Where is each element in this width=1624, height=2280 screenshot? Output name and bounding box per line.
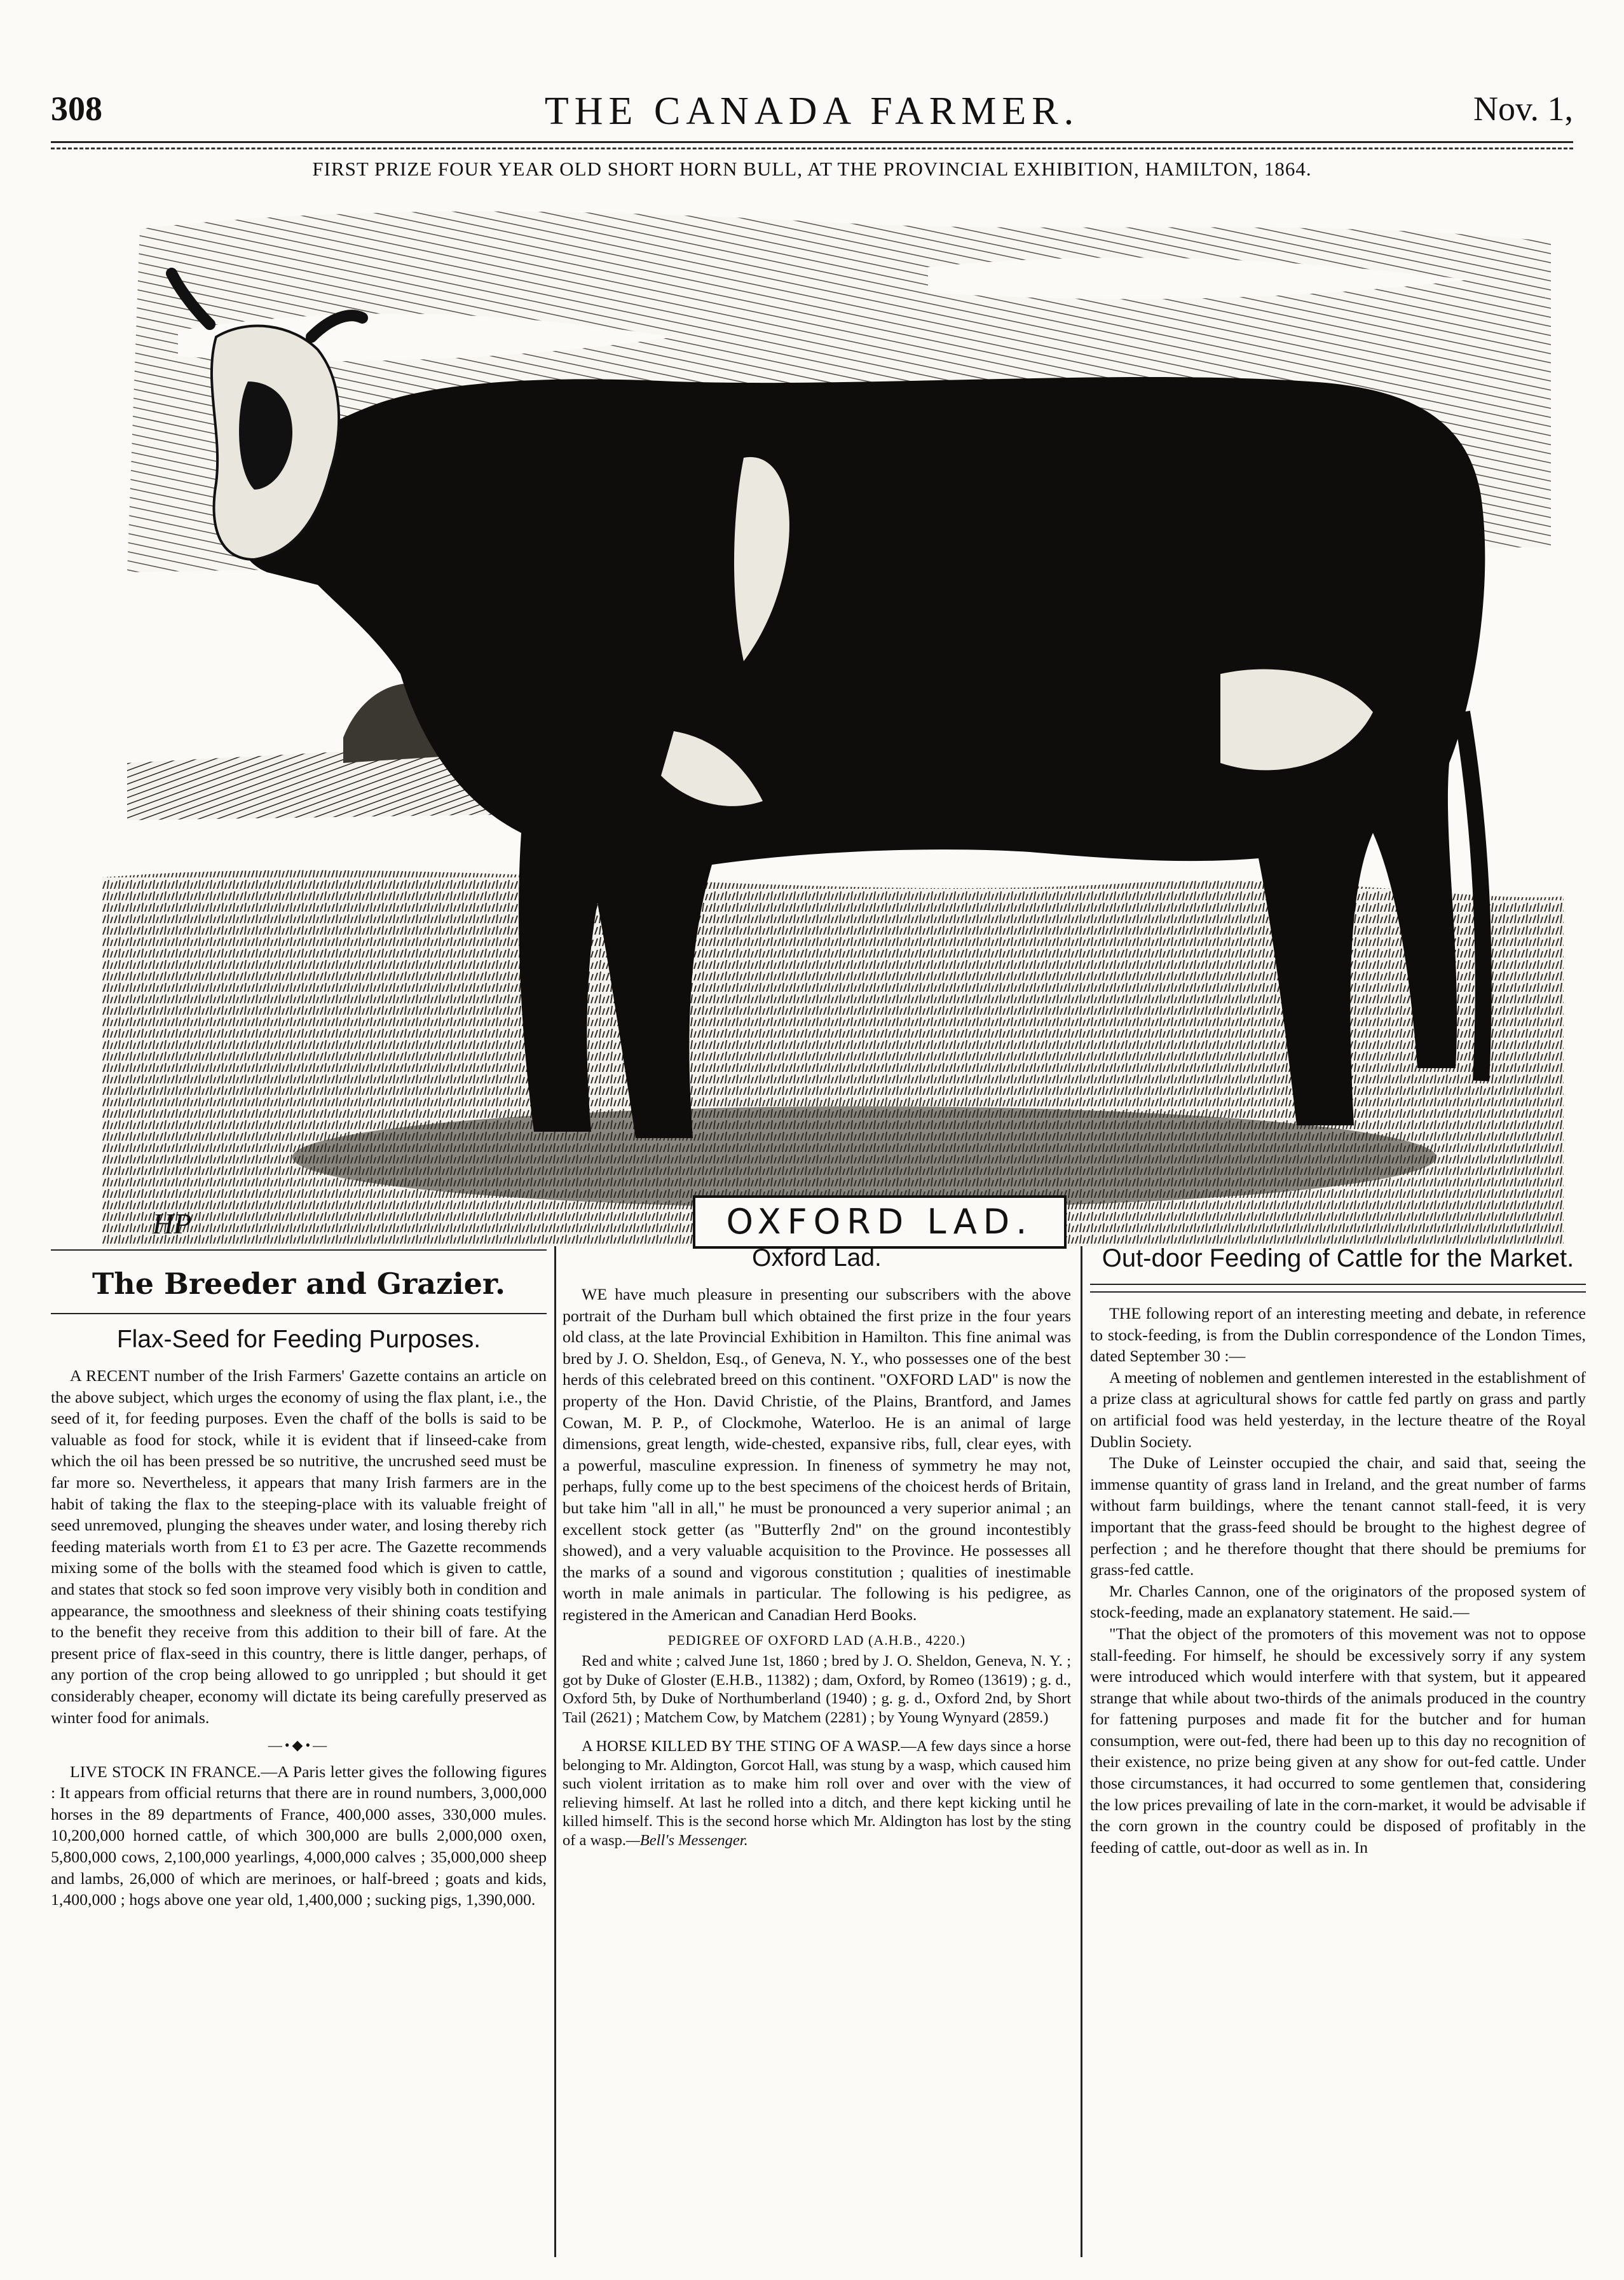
name-plate: OXFORD LAD. [693, 1195, 1067, 1249]
section-rule-bottom [51, 1313, 547, 1314]
engraving-caption: FIRST PRIZE FOUR YEAR OLD SHORT HORN BULL, AT THE PROVINCIAL EXHIBITION, HAMILTON, 1864. [312, 158, 1312, 180]
article-source-wasp: —Bell's Messenger. [626, 1831, 748, 1849]
page-header [51, 89, 1573, 146]
article-title-flax: Flax-Seed for Feeding Purposes. [116, 1326, 481, 1353]
paragraph-2: A meeting of noblemen and gentlemen interested in the establishment of a prize class at agricultural shows for cattle fed partly on grass and partly on artificial food was held yesterday, in the lecture theatre of the Royal Dublin Society. [1090, 1368, 1586, 1451]
column-rule-1 [554, 1246, 556, 2257]
article-live-stock [51, 1761, 547, 1911]
divider-ornament: —•◆•— [268, 1737, 330, 1754]
article-lead-wasp: A HORSE KILLED BY THE STING OF A WASP. [582, 1738, 901, 1755]
section-rule-top [51, 1249, 547, 1251]
issue-date: Nov. 1, [1473, 90, 1573, 128]
article-body-flax: A RECENT number of the Irish Farmers' Gazette contains an article on the above subject, which urges the economy of using the flax plant, i.e., the seed of it, for feeding purposes. Even the chaff of the bolls is said to be valuable as food for stock, while it is evident that if linseed-cake from which the oil has been pressed be so nutritive, the uncrushed seed must be far more so. Nevertheless, it appears that many Irish farmers are in the habit of taking the flax to the steeping-place with its valuable freight of seed unremoved, plunging the sheaves under water, and losing thereby rich feeding materials worth from £1 to £3 per acre. The Gazette recommends mixing some of the bolls with the steamed food which is given to cattle, and states that stock so fed soon improve very visibly both in condition and appearance, the smoothness and sleekness of their shining coats testifying to the benefit they receive from this addition to their bill of fare. At the present price of flax-seed in this country, there is little danger, perhaps, of any portion of the crop being allowed to go unrippled ; but should it get considerably cheaper, economy will dictate its being carefully preserved as winter food for animals. [51, 1366, 547, 1727]
column-1 [51, 1243, 547, 1911]
section-heading: The Breeder and Grazier. [92, 1267, 505, 1301]
article-body-oxford-lad: WE have much pleasure in presenting our subscribers with the above portrait of the Durham bull which obtained the first prize in the four years old class, at the late Provincial Exhibition in Hamilton. This fine animal was bred by J. O. Sheldon, Esq., of Geneva, N. Y., who possesses one of the best herds of this celebrated breed on this continent. "OXFORD LAD" is now the property of the Hon. David Christie, of the Plains, Brantford, and James Cowan, M. P. P., of Clockmohe, Waterloo. He is an animal of large dimensions, great length, wide-chested, expansive ribs, full, clear eyes, with a powerful, masculine expression. In fineness of symmetry he may not, perhaps, fully come up to the best specimens of the choicest herds of Britain, but take him "all in all," he must be pronounced a very superior animal ; an excellent stock getter (as "Butterfly 2nd" on the ground incontestibly showed), and a very valuable acquisition to the Province. He possesses all the marks of a sound and vigorous constitution ; qualities of inestimable worth in male animals in particular. The following is his pedigree, as registered in the American and Canadian Herd Books. [563, 1285, 1071, 1624]
paragraph-4: Mr. Charles Cannon, one of the originators of the proposed system of stock-feeding, made an explanatory statement. He said.— [1090, 1581, 1586, 1622]
article-body-wasp: —A few days since a horse belonging to Mr. Aldington, Gorcot Hall, was stung by a wasp, which caused him such violent irritation as to make him roll over and over with the view of relieving himself. At last he rolled into a ditch, and there kept kicking until he killed himself. This is the second horse which Mr. Aldington has lost by the sting of a wasp. [563, 1738, 1071, 1849]
header-rule-dashed [51, 148, 1573, 149]
pedigree-body: Red and white ; calved June 1st, 1860 ; bred by J. O. Sheldon, Geneva, N. Y. ; got by Duke of Gloster (E.H.B., 11382) ; dam, Oxford, by Romeo (13619) ; g. d., Oxford 5th, by Duke of Northumberland (1940) ; g. g. d., Oxford 2nd, by Short Tail (2621) ; Matchem Cow, by Matchem (2281) ; by Young Wynyard (2859.) [563, 1652, 1071, 1726]
title-rule [1090, 1284, 1586, 1293]
column-3 [1090, 1243, 1586, 1858]
article-body-live-stock: —A Paris letter gives the following figures : It appears from official returns that there are in round numbers, 3,000,000 horses in the 89 departments of France, 400,000 asses, 330,000 mules. 10,200,000 horned cattle, of which 300,000 are bulls 2,000,000 oxen, 5,800,000 cows, 2,100,000 yearlings, 4,000,000 calves ; 35,000,000 sheep and lambs, 26,000 of which are merinoes, or half-breed ; goats and kids, 1,400,000 ; hogs above one year old, 1,400,000 ; sucking pigs, 1,390,000. [51, 1762, 547, 1909]
column-rule-2 [1081, 1246, 1082, 2257]
article-wasp [563, 1737, 1071, 1850]
article-title-oxford-lad: Oxford Lad. [752, 1244, 882, 1272]
page-number: 308 [51, 90, 102, 128]
pedigree-heading: PEDIGREE OF OXFORD LAD (A.H.B., 4220.) [667, 1631, 966, 1648]
paragraph-1: THE following report of an interesting meeting and debate, in reference to stock-feeding, is from the Dublin correspondence of the London Times, dated September 30 :— [1090, 1304, 1586, 1366]
paragraph-3: The Duke of Leinster occupied the chair, and said that, seeing the immense quantity of grass land in Ireland, and the great number of farms without farm buildings, where the tenant cannot stall-feed, it is very important that the grass-feed should be brought to the highest degree of perfection ; and he therefore thought that there should be premiums for grass-fed cattle. [1090, 1453, 1586, 1579]
article-lead-live-stock: LIVE STOCK IN FRANCE. [70, 1762, 261, 1781]
paragraph-5: "That the object of the promoters of this movement was not to oppose stall-feeding. For himself, he should be excessively sorry if any system were introduced which would interfere with that system, but it appeared strange that while about two-thirds of the animals produced in the country for fattening purposes and made fit for the butcher and for human consumption, were out-fed, there had been up to this day no recognition of their existence, no prize being given at any show for out-fed cattle. Under those circumstances, it had occurred to some gentlemen that, considering the low prices prevailing of late in the corn-market, it would be advisable if the corn grown in the country could be disposed of profitably in the feeding of cattle, out-door as well as in. In [1090, 1624, 1586, 1857]
masthead-title: THE CANADA FARMER. [544, 90, 1080, 133]
article-title-outdoor-feeding: Out-door Feeding of Cattle for the Market. [1102, 1244, 1574, 1272]
column-2 [563, 1243, 1071, 1850]
header-rule [51, 141, 1573, 143]
bull-engraving [102, 191, 1564, 1246]
artist-mark: HP [153, 1207, 192, 1240]
